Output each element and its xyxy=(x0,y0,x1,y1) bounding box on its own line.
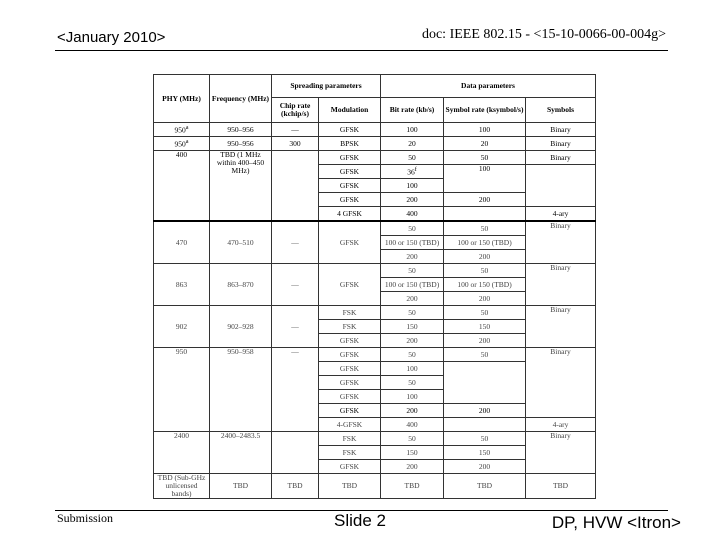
cell: 200 xyxy=(444,292,526,306)
cell: 200 xyxy=(444,404,526,418)
cell: TBD xyxy=(381,474,444,499)
cell xyxy=(444,418,526,432)
cell: 150 xyxy=(381,320,444,334)
group-header-spreading: Spreading parameters xyxy=(272,75,381,98)
footnote-mark: a xyxy=(185,138,189,146)
cell: GFSK xyxy=(319,123,381,137)
cell: 50 xyxy=(381,221,444,236)
cell: FSK xyxy=(319,320,381,334)
cell: 20 xyxy=(381,137,444,151)
cell: 50 xyxy=(444,221,526,236)
cell: 863–870 xyxy=(210,264,272,306)
table-row xyxy=(154,264,596,278)
cell: TBD (Sub-GHz unlicensed bands) xyxy=(154,474,210,499)
cell: 50 xyxy=(381,151,444,165)
cell: TBD xyxy=(272,474,319,499)
cell: GFSK xyxy=(319,264,381,306)
cell: 470 xyxy=(154,221,210,264)
table-row xyxy=(154,348,596,362)
cell: Binary xyxy=(526,432,596,474)
cell: 200 xyxy=(444,193,526,207)
cell: 950 xyxy=(174,139,186,149)
cell: GFSK xyxy=(319,390,381,404)
cell: TBD xyxy=(526,474,596,499)
cell: 50 xyxy=(381,306,444,320)
footnote-mark: a xyxy=(185,124,189,132)
cell: Binary xyxy=(526,264,596,306)
cell: 150 xyxy=(444,320,526,334)
cell: GFSK xyxy=(319,348,381,362)
cell: 150 xyxy=(381,446,444,460)
cell: — xyxy=(272,221,319,264)
col-header-chip-rate: Chip rate (kchip/s) xyxy=(272,98,319,123)
cell: 863 xyxy=(154,264,210,306)
cell: 470–510 xyxy=(210,221,272,264)
cell: TBD (1 MHz within 400–450 MHz) xyxy=(210,151,272,222)
cell: 4-ary xyxy=(526,418,596,432)
footer-author: DP, HVW <Itron> xyxy=(551,513,681,532)
cell: 100 xyxy=(444,123,526,137)
cell: 100 xyxy=(444,165,526,193)
header-doc-id: doc: IEEE 802.15 - <15-10-0066-00-004g> xyxy=(421,27,666,42)
cell xyxy=(526,165,596,207)
cell xyxy=(272,432,319,474)
cell: TBD xyxy=(444,474,526,499)
cell: 200 xyxy=(381,193,444,207)
cell: 400 xyxy=(154,151,210,222)
phy-parameters-table xyxy=(153,74,595,498)
cell: 2400 xyxy=(154,432,210,474)
cell: 100 xyxy=(381,123,444,137)
cell: 902 xyxy=(154,306,210,348)
cell: — xyxy=(272,306,319,348)
col-header-phy: PHY (MHz) xyxy=(154,75,210,123)
cell: — xyxy=(272,348,319,432)
cell: 50 xyxy=(381,376,444,390)
cell: 200 xyxy=(444,334,526,348)
cell: 300 xyxy=(272,137,319,151)
cell: 950–958 xyxy=(210,348,272,432)
cell: TBD xyxy=(319,474,381,499)
footer-submission: Submission xyxy=(57,511,114,525)
cell: BPSK xyxy=(319,137,381,151)
table-row xyxy=(154,221,596,236)
cell: 100 or 150 (TBD) xyxy=(444,236,526,250)
col-header-symbols: Symbols xyxy=(526,98,596,123)
cell: 902–928 xyxy=(210,306,272,348)
cell: 400 xyxy=(381,207,444,222)
cell xyxy=(444,207,526,222)
cell: GFSK xyxy=(319,460,381,474)
cell: 50 xyxy=(444,264,526,278)
cell: 200 xyxy=(381,334,444,348)
cell: GFSK xyxy=(319,404,381,418)
cell: 100 xyxy=(381,362,444,376)
cell: 200 xyxy=(381,250,444,264)
cell: 200 xyxy=(381,292,444,306)
cell: 20 xyxy=(444,137,526,151)
cell: Binary xyxy=(526,221,596,264)
cell: — xyxy=(272,264,319,306)
cell: 100 or 150 (TBD) xyxy=(381,236,444,250)
cell: GFSK xyxy=(319,179,381,193)
cell: GFSK xyxy=(319,151,381,165)
cell: Binary xyxy=(526,137,596,151)
cell: GFSK xyxy=(319,193,381,207)
cell: GFSK xyxy=(319,165,381,179)
cell: GFSK xyxy=(319,376,381,390)
slide-number: Slide 2 xyxy=(334,511,386,530)
cell: 100 or 150 (TBD) xyxy=(381,278,444,292)
col-header-modulation: Modulation xyxy=(319,98,381,123)
cell: 36 xyxy=(407,167,415,177)
cell: 200 xyxy=(381,460,444,474)
header-rule xyxy=(55,50,668,51)
cell: Binary xyxy=(526,123,596,137)
cell: 2400–2483.5 xyxy=(210,432,272,474)
table-row xyxy=(154,474,596,499)
cell: 50 xyxy=(444,151,526,165)
table-row xyxy=(154,151,596,165)
cell: 50 xyxy=(444,432,526,446)
table-row xyxy=(154,123,596,137)
col-header-frequency: Frequency (MHz) xyxy=(210,75,272,123)
cell: 50 xyxy=(444,306,526,320)
cell: 950 xyxy=(154,348,210,432)
cell: GFSK xyxy=(319,221,381,264)
cell: 50 xyxy=(381,432,444,446)
group-header-data: Data parameters xyxy=(381,75,596,98)
cell: Binary xyxy=(526,348,596,418)
cell: 400 xyxy=(381,418,444,432)
cell: FSK xyxy=(319,446,381,460)
cell: FSK xyxy=(319,432,381,446)
cell: 200 xyxy=(381,404,444,418)
cell: 4-ary xyxy=(526,207,596,222)
cell xyxy=(272,151,319,222)
col-header-bit-rate: Bit rate (kb/s) xyxy=(381,98,444,123)
cell: 950–956 xyxy=(210,137,272,151)
cell: TBD xyxy=(210,474,272,499)
cell: FSK xyxy=(319,306,381,320)
cell: 100 xyxy=(381,179,444,193)
cell: 100 xyxy=(381,390,444,404)
footnote-mark: f xyxy=(414,166,417,174)
cell: 50 xyxy=(381,264,444,278)
cell: 150 xyxy=(444,446,526,460)
cell: 50 xyxy=(444,348,526,362)
table-row xyxy=(154,432,596,446)
header-date: <January 2010> xyxy=(57,29,166,46)
cell: 950 xyxy=(174,125,186,135)
table-row xyxy=(154,137,596,151)
table-row xyxy=(154,306,596,320)
cell: 950–956 xyxy=(210,123,272,137)
cell: GFSK xyxy=(319,362,381,376)
col-header-symbol-rate: Symbol rate (ksymbol/s) xyxy=(444,98,526,123)
cell: 50 xyxy=(381,348,444,362)
cell: 100 or 150 (TBD) xyxy=(444,278,526,292)
cell xyxy=(444,362,526,404)
cell: 200 xyxy=(444,460,526,474)
cell: Binary xyxy=(526,306,596,348)
cell: Binary xyxy=(526,151,596,165)
cell: GFSK xyxy=(319,334,381,348)
cell: — xyxy=(272,123,319,137)
cell: 200 xyxy=(444,250,526,264)
cell: 4-GFSK xyxy=(319,418,381,432)
cell: 4 GFSK xyxy=(319,207,381,222)
